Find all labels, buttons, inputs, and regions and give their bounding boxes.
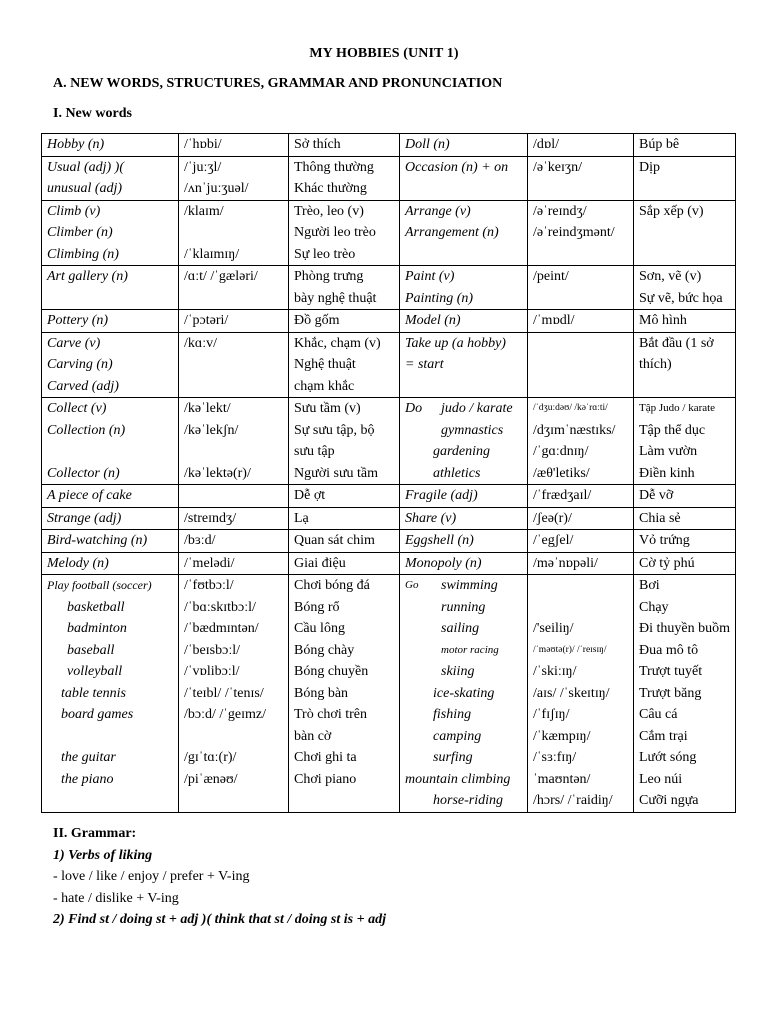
table-cell xyxy=(634,552,736,575)
page-title: MY HOBBIES (UNIT 1) xyxy=(309,46,459,61)
cell-line: /ˈmelədi/ xyxy=(184,555,235,571)
cell-line: /ʌnˈjuːʒuəl/ xyxy=(184,181,249,196)
cell-line: Bóng bàn xyxy=(294,685,349,701)
table-cell xyxy=(400,530,528,553)
table-row xyxy=(42,332,736,398)
table-row xyxy=(42,398,736,485)
table-cell xyxy=(42,507,179,530)
cell-line: Carved (adj) xyxy=(47,378,119,394)
cell-line: /ˈbɑːskɪtbɔːl/ xyxy=(184,599,256,615)
table-cell xyxy=(42,310,179,333)
cell-line: Cưỡi ngựa xyxy=(639,793,699,808)
table-cell xyxy=(634,507,736,530)
cell-line: /əˈreindʒmənt/ xyxy=(533,225,615,240)
table-cell xyxy=(179,575,289,813)
table-cell xyxy=(634,310,736,333)
table-cell xyxy=(289,485,400,508)
cell-line: /ˈmɒdl/ xyxy=(533,313,575,328)
cell-line: /ˈskiːɪŋ/ xyxy=(533,664,577,679)
table-cell xyxy=(179,530,289,553)
table-cell xyxy=(634,398,736,485)
cell-line: Painting (n) xyxy=(405,290,474,306)
cell-line: swimming xyxy=(441,578,498,593)
table-cell xyxy=(42,332,179,398)
cell-line: Trượt tuyết xyxy=(639,664,703,679)
table-cell xyxy=(634,134,736,157)
cell-line: sailing xyxy=(441,621,480,636)
table-cell xyxy=(634,266,736,310)
cell-line xyxy=(184,485,283,507)
cell-line: athletics xyxy=(433,465,481,481)
table-row xyxy=(42,156,736,200)
table-cell xyxy=(400,552,528,575)
table-cell xyxy=(179,134,289,157)
table-row xyxy=(42,485,736,508)
cell-line: Bóng rổ xyxy=(294,599,340,615)
cell-line: Strange (adj) xyxy=(47,510,122,526)
cell-line: unusual (adj) xyxy=(47,181,123,196)
cell-line: Câu cá xyxy=(639,707,678,722)
grammar-item-2-title: 2) Find st / doing st + adj )( think that st / doing st is + adj xyxy=(53,912,386,927)
table-cell xyxy=(634,156,736,200)
cell-line: /məˈnɒpəli/ xyxy=(533,555,598,571)
table-cell xyxy=(42,266,179,310)
cell-line xyxy=(184,441,283,463)
cell-line: Dịp xyxy=(639,159,660,175)
cell-line: ˈmaʊntən/ xyxy=(533,771,591,787)
cell-line: /ˈfrædʒaɪl/ xyxy=(533,488,592,503)
table-cell xyxy=(42,156,179,200)
table-cell xyxy=(289,332,400,398)
phrase-prefix: Go xyxy=(405,579,419,591)
cell-line: /ˈjuːʒl/ xyxy=(184,159,222,175)
cell-line: Bóng chuyền xyxy=(294,664,369,679)
table-row xyxy=(42,507,736,530)
table-cell xyxy=(179,485,289,508)
table-cell xyxy=(42,200,179,266)
cell-line: /ɑːt/ /ˈgæləri/ xyxy=(184,269,258,284)
cell-line: A piece of cake xyxy=(47,488,132,503)
cell-line: /ˈbædmɪntən/ xyxy=(184,621,259,636)
cell-line: fishing xyxy=(433,707,472,722)
table-row xyxy=(42,134,736,157)
table-cell xyxy=(528,134,634,157)
cell-line: /klaɪm/ xyxy=(184,203,224,219)
table-cell xyxy=(42,575,179,813)
cell-line: Bắt đầu (1 sở xyxy=(639,335,714,351)
cell-line: /kəˈlekt/ xyxy=(184,401,231,416)
cell-line: /ʃeə(r)/ xyxy=(533,510,572,526)
table-cell xyxy=(289,530,400,553)
table-cell xyxy=(634,332,736,398)
cell-line: Climb (v) xyxy=(47,203,101,219)
cell-line xyxy=(533,597,628,619)
table-cell xyxy=(179,156,289,200)
cell-line: mountain climbing xyxy=(405,771,511,787)
cell-line: Nghệ thuật xyxy=(294,357,356,372)
cell-line: baseball xyxy=(67,642,115,658)
cell-line: /gɪˈtɑː(r)/ xyxy=(184,750,237,765)
cell-line: gardening xyxy=(433,444,491,459)
cell-line: /ˈbeɪsbɔːl/ xyxy=(184,642,240,658)
cell-line: Collect (v) xyxy=(47,401,107,416)
cell-line: the guitar xyxy=(61,750,116,765)
cell-line: Thông thường xyxy=(294,159,374,175)
cell-line: /kəˈlekʃn/ xyxy=(184,422,239,438)
table-cell xyxy=(528,530,634,553)
cell-line: /ˈvɒlibɔːl/ xyxy=(184,664,240,679)
cell-line: /piˈænəʊ/ xyxy=(184,771,238,787)
cell-line: ice-skating xyxy=(433,685,495,701)
phrase-prefix: Do xyxy=(405,401,423,416)
cell-line: /'seiliŋ/ xyxy=(533,621,574,636)
cell-line: chạm khắc xyxy=(294,378,355,394)
section-heading-new-words: I. New words xyxy=(53,106,132,121)
cell-line: Giai điệu xyxy=(294,555,346,571)
cell-line: Trèo, leo (v) xyxy=(294,203,364,219)
cell-line: Take up (a hobby) xyxy=(405,335,506,351)
cell-line: surfing xyxy=(433,750,473,765)
cell-line: /dɒl/ xyxy=(533,137,559,152)
cell-line: Chơi bóng đá xyxy=(294,578,370,593)
cell-line: /ˈgɑːdnɪŋ/ xyxy=(533,444,589,459)
cell-line: Chơi ghi ta xyxy=(294,750,357,765)
table-cell xyxy=(289,398,400,485)
table-cell xyxy=(400,332,528,398)
cell-line: Paint (v) xyxy=(405,269,455,284)
cell-line: /ˈkæmpɪŋ/ xyxy=(533,728,591,744)
cell-line: Leo núi xyxy=(639,771,683,787)
cell-line xyxy=(533,333,628,355)
cell-line: /ˈklaɪmɪŋ/ xyxy=(184,246,240,262)
cell-line: = start xyxy=(405,357,444,372)
cell-line: Arrangement (n) xyxy=(405,225,499,240)
table-cell xyxy=(400,200,528,266)
cell-line: /æθ'letiks/ xyxy=(533,465,590,481)
cell-line: Bơi xyxy=(639,578,660,593)
cell-line: Đồ gốm xyxy=(294,313,340,328)
grammar-item-1-line-1: - love / like / enjoy / prefer + V-ing xyxy=(53,869,250,884)
table-cell xyxy=(528,575,634,813)
table-cell xyxy=(289,156,400,200)
table-cell xyxy=(400,310,528,333)
cell-line xyxy=(47,726,173,748)
cell-line: /kɑːv/ xyxy=(184,335,217,351)
table-cell xyxy=(289,134,400,157)
table-cell xyxy=(400,575,528,813)
cell-line: Sự vẽ, bức họa xyxy=(639,290,723,306)
table-cell xyxy=(179,552,289,575)
cell-line: volleyball xyxy=(67,664,123,679)
cell-line: Chơi piano xyxy=(294,771,357,787)
table-row xyxy=(42,310,736,333)
table-cell xyxy=(528,398,634,485)
cell-line: gymnastics xyxy=(441,422,504,438)
cell-line: Model (n) xyxy=(405,313,461,328)
cell-line xyxy=(184,222,283,244)
cell-line: /bɜːd/ xyxy=(184,533,216,548)
cell-line xyxy=(533,575,628,597)
cell-line: Collector (n) xyxy=(47,465,120,481)
table-cell xyxy=(42,398,179,485)
cell-line: /hɔrs/ /ˈraidiŋ/ xyxy=(533,793,613,808)
cell-line: Play football (soccer) xyxy=(47,578,152,592)
table-cell xyxy=(400,485,528,508)
table-row xyxy=(42,266,736,310)
cell-line: Mô hình xyxy=(639,313,687,328)
cell-line: /ˈfɪʃɪŋ/ xyxy=(533,707,570,722)
cell-line: Doll (n) xyxy=(405,137,450,152)
cell-line: Bóng chày xyxy=(294,642,355,658)
cell-line: Dễ ợt xyxy=(294,488,326,503)
cell-line: Trượt băng xyxy=(639,685,702,701)
cell-line: /əˈreɪndʒ/ xyxy=(533,203,587,219)
cell-line: Melody (n) xyxy=(47,555,109,571)
cell-line: table tennis xyxy=(61,685,126,701)
table-cell xyxy=(42,485,179,508)
table-cell xyxy=(289,575,400,813)
cell-line: Arrange (v) xyxy=(405,203,471,219)
cell-line: Bird-watching (n) xyxy=(47,533,148,548)
cell-line: bàn cờ xyxy=(294,728,332,744)
cell-line: Cắm trại xyxy=(639,728,688,744)
cell-line: Sưu tầm (v) xyxy=(294,401,361,416)
cell-line: Quan sát chim xyxy=(294,533,375,548)
table-cell xyxy=(42,552,179,575)
cell-line: Climber (n) xyxy=(47,225,113,240)
table-cell xyxy=(528,310,634,333)
grammar-heading: II. Grammar: xyxy=(53,826,137,841)
vocabulary-table-body xyxy=(42,134,736,813)
cell-line: sưu tập xyxy=(294,444,335,459)
cell-line: /ˈsɜːfɪŋ/ xyxy=(533,750,577,765)
cell-line: Sắp xếp (v) xyxy=(639,203,704,219)
table-cell xyxy=(400,398,528,485)
cell-line xyxy=(47,441,173,463)
table-cell xyxy=(289,552,400,575)
cell-line: /ˈdʒuːdəʊ/ /kəˈrɑːti/ xyxy=(533,403,608,413)
table-cell xyxy=(179,266,289,310)
cell-line: Cầu lông xyxy=(294,621,345,636)
table-cell xyxy=(634,575,736,813)
cell-line: Người leo trèo xyxy=(294,225,376,240)
cell-line: Lướt sóng xyxy=(639,750,697,765)
cell-line: Phòng trưng xyxy=(294,269,364,284)
cell-line: Khắc, chạm (v) xyxy=(294,335,381,351)
table-cell xyxy=(289,266,400,310)
table-cell xyxy=(528,200,634,266)
table-cell xyxy=(400,156,528,200)
cell-line: the piano xyxy=(61,771,114,787)
table-cell xyxy=(400,266,528,310)
section-heading-a: A. NEW WORDS, STRUCTURES, GRAMMAR AND PRONUNCIATION xyxy=(53,76,503,91)
cell-line: Trò chơi trên xyxy=(294,707,367,722)
grammar-item-1-line-2: - hate / dislike + V-ing xyxy=(53,890,179,906)
cell-line: Người sưu tầm xyxy=(294,465,379,481)
cell-line: Sơn, vẽ (v) xyxy=(639,269,702,284)
table-row xyxy=(42,552,736,575)
cell-line: /ˈhɒbi/ xyxy=(184,137,222,152)
cell-line: Eggshell (n) xyxy=(405,533,474,548)
table-row xyxy=(42,530,736,553)
table-cell xyxy=(400,134,528,157)
table-cell xyxy=(528,156,634,200)
cell-line: Carve (v) xyxy=(47,335,101,351)
table-row xyxy=(42,575,736,813)
cell-line: Carving (n) xyxy=(47,357,113,372)
cell-line: /ˈegʃel/ xyxy=(533,533,574,548)
table-cell xyxy=(634,530,736,553)
table-cell xyxy=(289,507,400,530)
cell-line: Sự sưu tập, bộ xyxy=(294,422,375,438)
table-cell xyxy=(528,332,634,398)
cell-line xyxy=(184,726,283,748)
cell-line: motor racing xyxy=(441,643,499,656)
cell-line: /ˈteɪbl/ /ˈtenɪs/ xyxy=(184,685,264,701)
table-cell xyxy=(179,507,289,530)
cell-line: Làm vườn xyxy=(639,444,698,459)
cell-line: /aɪs/ /ˈskeɪtɪŋ/ xyxy=(533,685,610,701)
grammar-section xyxy=(53,823,753,931)
cell-line: running xyxy=(441,599,486,615)
cell-line: /streɪndʒ/ xyxy=(184,510,237,526)
cell-line: board games xyxy=(61,707,134,722)
cell-line: /bɔːd/ /ˈgeɪmz/ xyxy=(184,707,267,722)
table-cell xyxy=(289,310,400,333)
cell-line: Occasion (n) + on xyxy=(405,159,509,175)
cell-line: Monopoly (n) xyxy=(405,555,482,571)
table-row xyxy=(42,200,736,266)
table-cell xyxy=(634,485,736,508)
cell-line: Art gallery (n) xyxy=(47,269,128,284)
cell-line: judo / karate xyxy=(441,401,513,416)
table-cell xyxy=(179,310,289,333)
cell-line: Khác thường xyxy=(294,181,367,196)
cell-line: Fragile (adj) xyxy=(405,488,478,503)
cell-line: Pottery (n) xyxy=(47,313,109,328)
table-cell xyxy=(400,507,528,530)
cell-line: Đi thuyền buồm xyxy=(639,621,730,636)
table-cell xyxy=(634,200,736,266)
cell-line: /ˈfʊtbɔːl/ xyxy=(184,578,234,593)
cell-line: Collection (n) xyxy=(47,422,126,438)
cell-line: Vỏ trứng xyxy=(639,533,690,548)
cell-line: bày nghệ thuật xyxy=(294,290,377,306)
table-cell xyxy=(179,200,289,266)
table-cell xyxy=(42,134,179,157)
cell-line: /əˈkeɪʒn/ xyxy=(533,159,582,175)
cell-line: basketball xyxy=(67,599,125,615)
cell-line: Chạy xyxy=(639,599,669,615)
cell-line: /kəˈlektə(r)/ xyxy=(184,465,251,481)
table-cell xyxy=(528,485,634,508)
cell-line: Sở thích xyxy=(294,137,341,152)
table-cell xyxy=(179,332,289,398)
cell-line: Share (v) xyxy=(405,510,457,526)
table-cell xyxy=(528,552,634,575)
cell-line: /dʒɪmˈnæstɪks/ xyxy=(533,422,616,438)
cell-line: skiing xyxy=(441,664,475,679)
cell-line: /peint/ xyxy=(533,269,569,284)
cell-line: Lạ xyxy=(294,510,309,526)
cell-line: Đua mô tô xyxy=(639,642,699,658)
cell-line: /ˈpɔtəri/ xyxy=(184,313,229,328)
cell-line: /ˈməʊtə(r)/ /ˈreɪsɪŋ/ xyxy=(533,644,607,655)
table-cell xyxy=(528,507,634,530)
cell-line: thích) xyxy=(639,357,672,372)
table-cell xyxy=(42,530,179,553)
cell-line: Cờ tỷ phú xyxy=(639,555,695,571)
cell-line: Climbing (n) xyxy=(47,246,119,262)
cell-line: Sự leo trèo xyxy=(294,246,356,262)
cell-line: Tập thể dục xyxy=(639,422,706,438)
cell-line: badminton xyxy=(67,621,127,636)
cell-line: Tập Judo / karate xyxy=(639,402,716,414)
cell-line: Điền kinh xyxy=(639,465,695,481)
table-cell xyxy=(289,200,400,266)
cell-line: Hobby (n) xyxy=(47,137,105,152)
cell-line: Dễ vỡ xyxy=(639,488,674,503)
vocabulary-table xyxy=(41,133,736,813)
table-cell xyxy=(179,398,289,485)
cell-line: Búp bê xyxy=(639,137,680,152)
table-cell xyxy=(528,266,634,310)
cell-line: Chia sẻ xyxy=(639,510,681,526)
cell-line: camping xyxy=(433,728,482,744)
grammar-item-1-title: 1) Verbs of liking xyxy=(53,847,153,863)
cell-line: horse-riding xyxy=(433,793,503,808)
cell-line: Usual (adj) )( xyxy=(47,159,124,175)
